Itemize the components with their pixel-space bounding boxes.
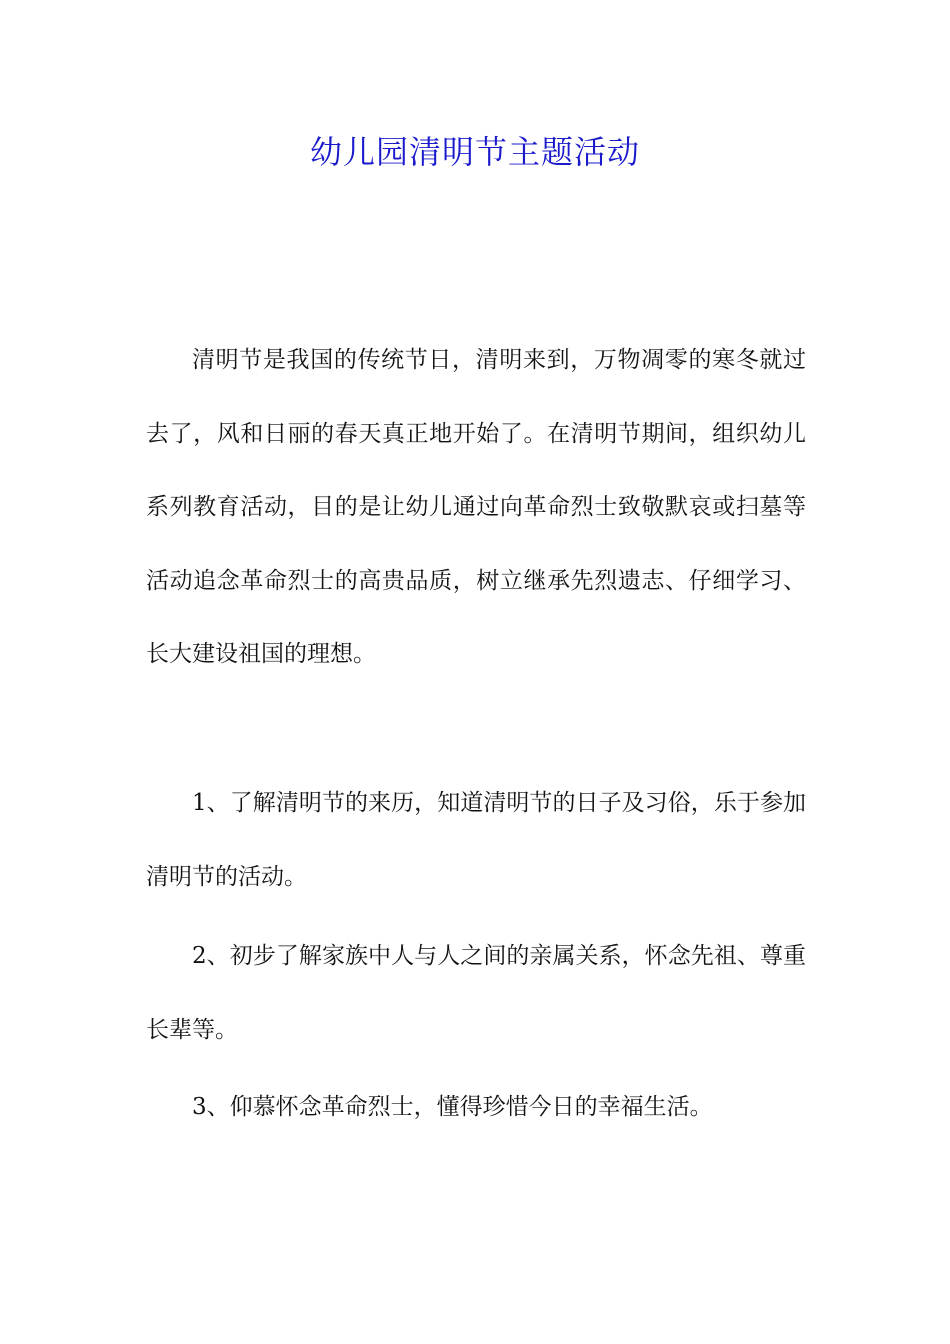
document-title: 幼儿园清明节主题活动 <box>309 133 640 171</box>
goal-item-2: 2、初步了解家族中人与人之间的亲属关系，怀念先祖、尊重长辈等。 <box>146 943 806 1043</box>
goal-item-3: 3、仰慕怀念革命烈士，懂得珍惜今日的幸福生活。 <box>192 1094 713 1120</box>
goal-item-1: 1、了解清明节的来历，知道清明节的日子及习俗，乐于参加清明节的活动。 <box>146 790 806 890</box>
intro-paragraph: 清明节是我国的传统节日，清明来到，万物凋零的寒冬就过去了，风和日丽的春天真正地开始了。在清明节期间，组织幼儿系列教育活动，目的是让幼儿通过向革命烈士致敬默哀或扫墓等活动追念革命烈士的高贵品质，树立继承先烈遗志、仔细学习、长大建设祖国的理想。 <box>146 347 806 667</box>
